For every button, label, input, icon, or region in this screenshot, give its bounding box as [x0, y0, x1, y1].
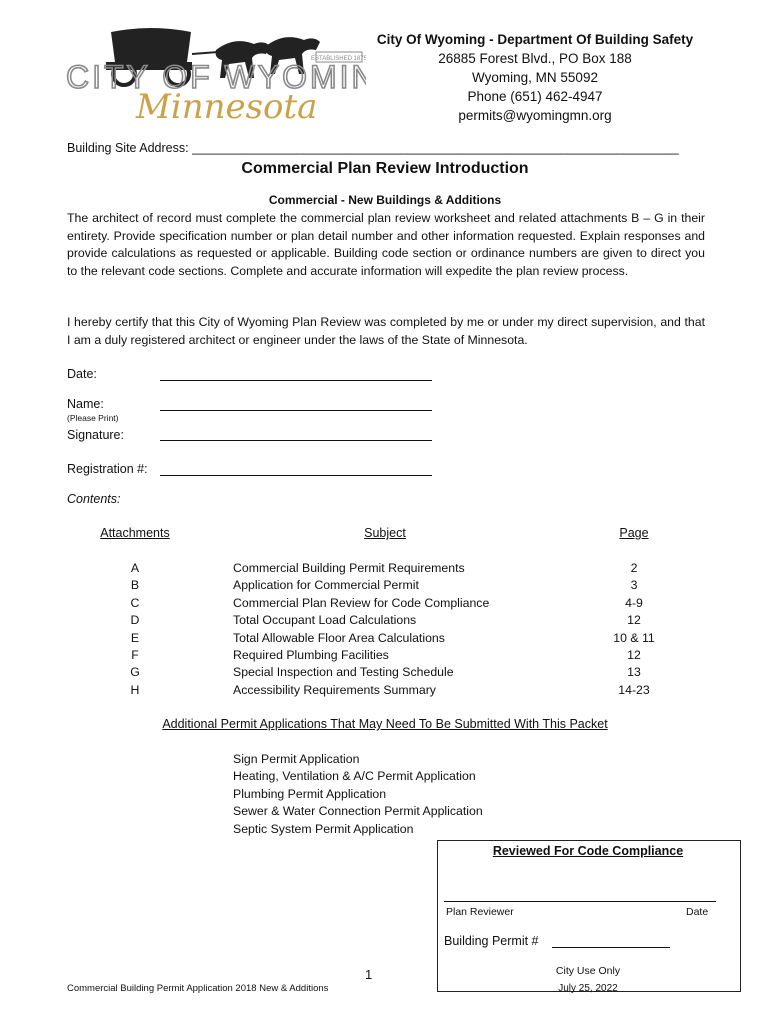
building-site-address: Building Site Address: ______________________________________________________________________ — [67, 141, 679, 155]
row-subject: Required Plumbing Facilities — [233, 648, 389, 662]
name-label: Name: — [67, 397, 104, 411]
row-subject: Total Occupant Load Calculations — [233, 613, 417, 628]
department-header — [370, 30, 700, 125]
header-subject: Subject — [364, 526, 406, 540]
permit-item: Plumbing Permit Application — [233, 786, 387, 801]
page-number: 1 — [365, 967, 373, 982]
permit-item: Sign Permit Application — [233, 752, 360, 766]
svg-text:CITY OF WYOMING: CITY OF WYOMI — [66, 59, 352, 95]
date-label: Date: — [67, 367, 97, 381]
row-attachment: D — [130, 613, 140, 628]
department-name: City Of Wyoming - Department Of Building Safety — [376, 32, 694, 47]
row-attachment: G — [130, 665, 140, 680]
row-subject: Commercial Plan Review for Code Compliance — [233, 595, 490, 610]
name-line[interactable] — [160, 410, 432, 411]
permit-item: Sewer & Water Connection Permit Application — [233, 804, 483, 819]
header-attachments: Attachments — [100, 526, 170, 540]
review-box-title: Reviewed For Code Compliance — [492, 844, 684, 858]
department-email: permits@wyomingmn.org — [458, 108, 612, 123]
certification-paragraph: I hereby certify that this City of Wyoming Plan Review was completed by me or under my direct supervision, and that I am a duly registered architect or engineer under the laws of the State of Minnesota. — [67, 315, 705, 347]
row-subject: Total Allowable Floor Area Calculations — [233, 630, 445, 645]
registration-line[interactable] — [160, 475, 432, 476]
date-line[interactable] — [160, 380, 432, 381]
row-attachment: A — [130, 561, 140, 575]
row-attachment: F — [131, 648, 139, 662]
row-page: 12 — [627, 613, 641, 628]
row-page: 13 — [627, 665, 641, 680]
row-subject: Commercial Building Permit Requirements — [233, 561, 465, 575]
row-page: 2 — [630, 561, 638, 575]
department-address: 26885 Forest Blvd., PO Box 188 — [438, 51, 632, 66]
intro-paragraph: The architect of record must complete the commercial plan review worksheet and related attachments B – G in their entirety. Provide specification number or plan detail number and other information requested. Explain responses and provide calculations as requested or applicable. Building code section or ordinance numbers are given to direct you to the relevant code sections. Complete and accurate information will expedite the plan review process. — [67, 211, 705, 278]
row-page: 14-23 — [618, 682, 650, 697]
please-print-note: (Please Print) — [67, 413, 119, 423]
permit-item: Heating, Ventilation & A/C Permit Application — [233, 769, 476, 784]
department-city: Wyoming, MN 55092 — [472, 70, 598, 85]
contents-label: Contents: — [67, 492, 121, 506]
stagecoach-icon — [66, 22, 366, 126]
building-permit-label: Building Permit # — [444, 934, 539, 948]
header-page: Page — [619, 526, 649, 540]
page-title: Commercial Plan Review Introduction — [241, 160, 529, 177]
row-attachment: C — [130, 595, 140, 610]
row-subject: Special Inspection and Testing Schedule — [233, 665, 454, 680]
svg-text:Minnesota: Minnesota — [136, 87, 318, 126]
row-subject: Application for Commercial Permit — [233, 578, 419, 593]
building-permit-line[interactable] — [552, 947, 670, 948]
row-attachment: B — [130, 578, 140, 593]
registration-label: Registration #: — [67, 462, 148, 476]
row-page: 12 — [627, 648, 641, 662]
row-subject: Accessibility Requirements Summary — [233, 682, 436, 697]
city-use-only: City Use Only — [555, 965, 621, 977]
signature-line[interactable] — [160, 440, 432, 441]
svg-text:ESTABLISHED 1875: ESTABLISHED 1875 — [311, 56, 366, 62]
row-page: 3 — [630, 578, 638, 593]
plan-reviewer-label: Plan Reviewer — [446, 906, 514, 918]
city-logo — [66, 22, 366, 126]
additional-applications-title: Additional Permit Applications That May Need To Be Submitted With This Packet — [162, 717, 608, 731]
plan-reviewer-line[interactable] — [444, 901, 716, 902]
review-date-label: Date — [686, 906, 709, 918]
revision-date: July 25, 2022 — [558, 983, 618, 994]
row-page: 4-9 — [625, 595, 643, 610]
signature-label: Signature: — [67, 428, 124, 442]
permit-item: Septic System Permit Application — [233, 821, 414, 836]
footer-text: Commercial Building Permit Application 2018 New & Additions — [67, 983, 329, 994]
row-page: 10 & 11 — [613, 630, 655, 645]
page-subtitle: Commercial - New Buildings & Additions — [268, 193, 502, 207]
row-attachment: E — [130, 630, 140, 645]
department-phone: Phone (651) 462-4947 — [467, 89, 603, 104]
row-attachment: H — [130, 682, 140, 697]
